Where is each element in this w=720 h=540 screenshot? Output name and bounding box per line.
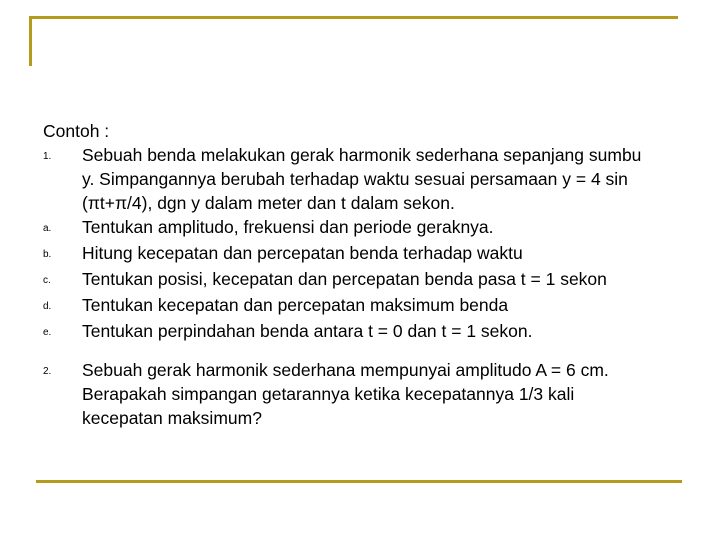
list-item (43, 241, 693, 267)
list-item-text: Hitung kecepatan dan percepatan benda terhadap waktu (82, 243, 523, 263)
list-item-text: Tentukan perpindahan benda antara t = 0 dan t = 1 sekon. (82, 321, 533, 341)
list-marker: e. (43, 327, 52, 338)
list-item (43, 293, 693, 319)
list-item-text: Tentukan kecepatan dan percepatan maksimum benda (82, 295, 509, 315)
list-item-text: Tentukan posisi, kecepatan dan percepatan benda pasa t = 1 sekon (82, 269, 607, 289)
list-item (43, 215, 693, 241)
list-item-text: Tentukan amplitudo, frekuensi dan periode geraknya. (82, 217, 494, 237)
list-marker: b. (43, 249, 52, 260)
list-item (43, 143, 693, 215)
spacer (43, 345, 693, 358)
list-item-text: Sebuah benda melakukan gerak harmonik sederhana sepanjang sumbu y. Simpangannya berubah terhadap waktu sesuai persamaan y = 4 sin (πt+π/4), dgn y dalam meter dan t dalam sekon. (82, 145, 642, 213)
list-marker: d. (43, 301, 52, 312)
list-item (43, 358, 693, 430)
decorative-left-rule (29, 16, 32, 66)
list-marker: a. (43, 223, 52, 234)
list-marker: c. (43, 275, 51, 286)
list-marker: 2. (43, 366, 52, 377)
list-item (43, 267, 693, 293)
list-marker: 1. (43, 151, 52, 162)
list-item (43, 319, 693, 345)
list-item-text: Sebuah gerak harmonik sederhana mempunyai amplitudo A = 6 cm. Berapakah simpangan getarannya ketika kecepatannya 1/3 kali kecepatan maksimum? (82, 360, 609, 428)
slide-content (43, 119, 693, 430)
decorative-top-rule (29, 16, 678, 19)
slide-heading: Contoh : (43, 121, 110, 141)
decorative-bottom-rule (36, 480, 682, 483)
